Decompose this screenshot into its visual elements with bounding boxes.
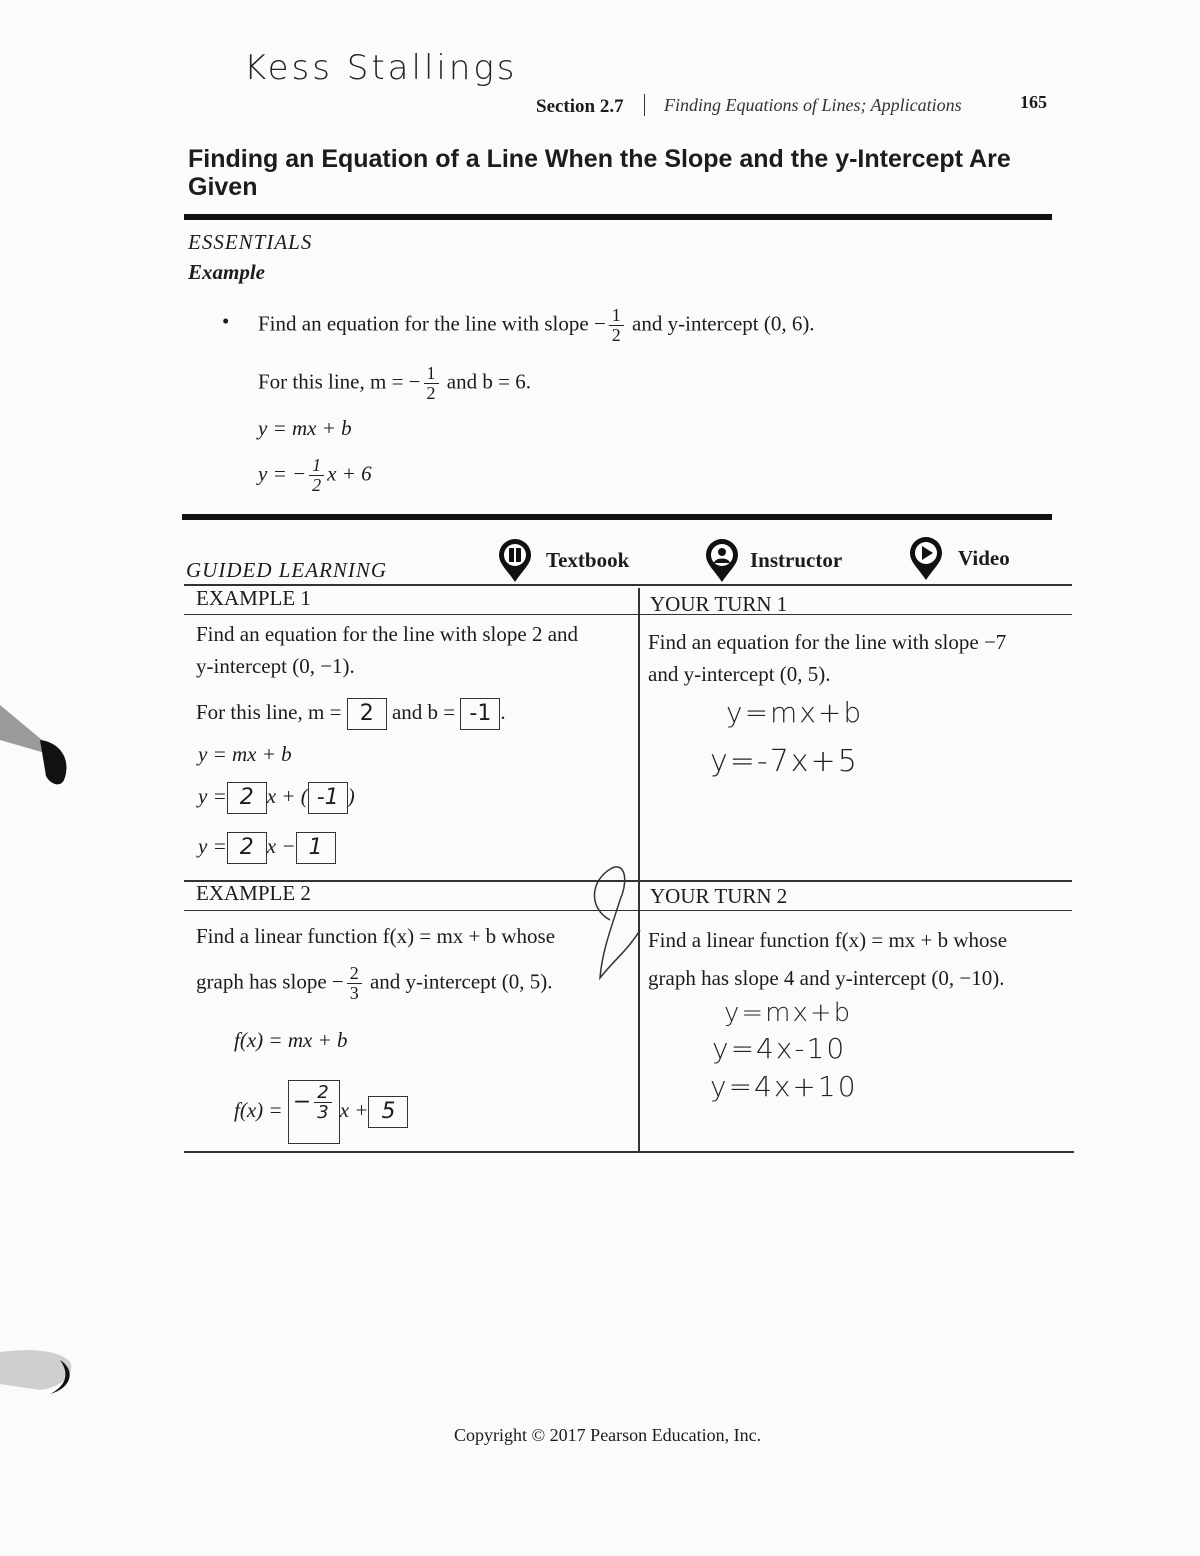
your-turn2-prompt-2: graph has slope 4 and y-intercept (0, −10).: [648, 966, 1005, 990]
copyright: Copyright © 2017 Pearson Education, Inc.: [454, 1425, 762, 1445]
example1-line1: For this line, m = 2 and b = -1 .: [196, 698, 506, 730]
your-turn1-prompt-2: and y-intercept (0, 5).: [648, 662, 831, 686]
video-link[interactable]: Video: [958, 546, 1010, 570]
table-header-rule-1: [184, 614, 1072, 615]
example1-prompt-1: Find an equation for the line with slope 2 and: [196, 622, 579, 646]
example2-label: EXAMPLE 2: [196, 881, 311, 905]
table-bottom-rule: [184, 1151, 1074, 1153]
example-label: Example: [188, 260, 265, 284]
your-turn1-work-1: y=mx+b: [726, 696, 864, 729]
essentials-rule: [182, 514, 1052, 520]
example1-m-box-3[interactable]: 2: [227, 832, 267, 864]
student-name: Kess Stallings: [244, 48, 518, 88]
example2-b-box[interactable]: 5: [368, 1096, 408, 1128]
your-turn1-prompt-1: Find an equation for the line with slope −7: [648, 630, 1007, 654]
example1-line3: y = 2 x + ( -1 ): [198, 782, 355, 814]
video-icon[interactable]: [908, 536, 944, 582]
example1-b-box-3[interactable]: 1: [296, 832, 336, 864]
guided-learning-label: GUIDED LEARNING: [186, 558, 388, 582]
textbook-icon[interactable]: [497, 538, 533, 584]
example2-line2: f(x) = − $\frac{2}{3}$ x + 5: [234, 1080, 408, 1144]
example1-label: EXAMPLE 1: [196, 586, 311, 610]
instructor-link[interactable]: Instructor: [750, 548, 843, 572]
instructor-icon[interactable]: [704, 538, 740, 584]
your-turn2-label: YOUR TURN 2: [650, 884, 788, 908]
essentials-bullet-text: Find an equation for the line with slope − $\frac{1}{2}$ and y-intercept (0, 6).: [258, 305, 815, 345]
your-turn2-work-2: y=4x-10: [712, 1032, 847, 1065]
example1-m-box[interactable]: 2: [347, 698, 387, 730]
example2-slope-box[interactable]: − $\frac{2}{3}$: [288, 1080, 340, 1144]
section-title: Finding Equations of Lines; Applications: [664, 95, 962, 115]
bullet: •: [222, 309, 230, 333]
example1-line2: y = mx + b: [198, 742, 292, 766]
essentials-label: ESSENTIALS: [188, 230, 313, 254]
example1-prompt-2: y-intercept (0, −1).: [196, 654, 355, 678]
scan-artifact-top: [0, 700, 80, 800]
main-title: Finding an Equation of a Line When the Slope and the y-Intercept Are Given: [188, 145, 1011, 201]
pen-scribble: [580, 860, 650, 990]
essentials-line1: For this line, m = − $\frac{1}{2}$ and b = 6.: [258, 363, 531, 403]
essentials-line2: y = mx + b: [258, 416, 352, 440]
textbook-link[interactable]: Textbook: [546, 548, 630, 572]
your-turn2-work-3: y=4x+10: [710, 1070, 858, 1103]
example1-line4: y = 2 x − 1: [198, 832, 336, 864]
your-turn1-work-2: y=-7x+5: [710, 744, 859, 779]
scan-artifact-bottom: [0, 1340, 80, 1400]
page-number: 165: [1020, 92, 1047, 112]
title-rule: [184, 214, 1052, 220]
your-turn2-work-1: y=mx+b: [724, 998, 853, 1028]
example2-prompt-1: Find a linear function f(x) = mx + b whose: [196, 924, 556, 948]
header-separator: [644, 94, 645, 116]
table-top-rule: [184, 584, 1072, 586]
example2-prompt-2: graph has slope − $\frac{2}{3}$ and y-intercept (0, 5).: [196, 963, 553, 1003]
example1-b-box[interactable]: -1: [460, 698, 500, 730]
your-turn1-label: YOUR TURN 1: [650, 592, 788, 616]
example1-b-box-2[interactable]: -1: [308, 782, 348, 814]
essentials-line3: y = − $\frac{1}{2}$ x + 6: [258, 455, 372, 495]
section-number: Section 2.7: [536, 96, 624, 117]
example2-line1: f(x) = mx + b: [234, 1028, 348, 1052]
example1-m-box-2[interactable]: 2: [227, 782, 267, 814]
your-turn2-prompt-1: Find a linear function f(x) = mx + b whose: [648, 928, 1008, 952]
